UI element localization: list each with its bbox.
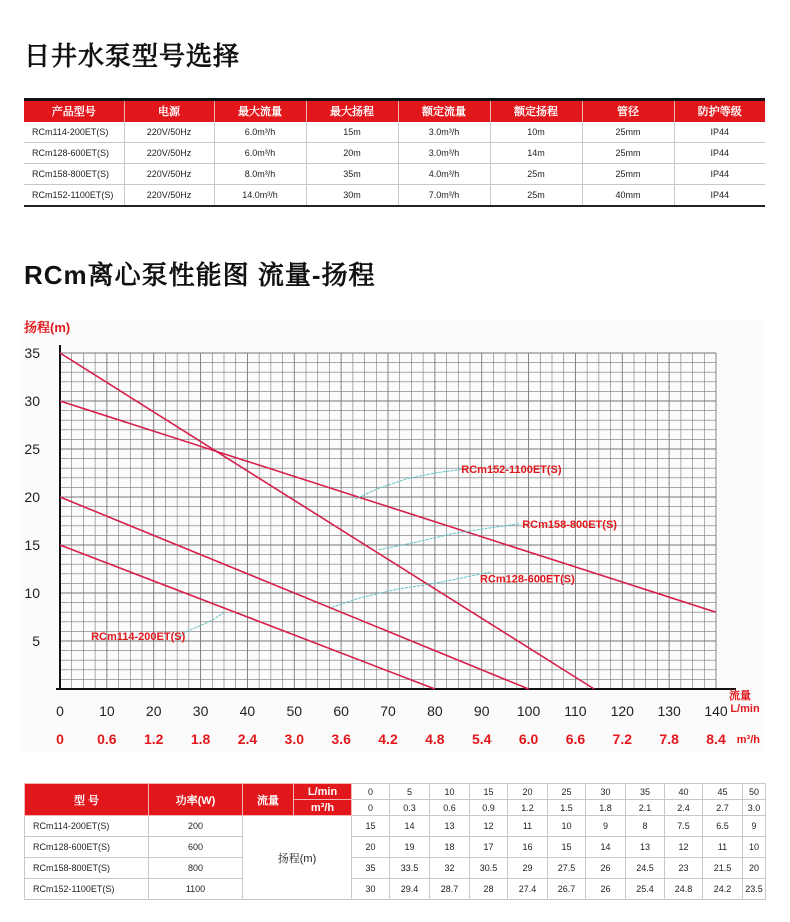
perf-m3h-cell: 0.6 (430, 800, 470, 816)
perf-lift-cell: 20 (352, 837, 390, 858)
perf-lift-cell: 26 (586, 879, 626, 900)
x2-tick-label: 8.4 (706, 731, 726, 747)
perf-lift-cell: 13 (626, 837, 665, 858)
spec-table-row (24, 164, 765, 185)
spec-value-cell: 220V/50Hz (124, 164, 214, 185)
x2-tick-label: 6.6 (565, 731, 586, 747)
spec-value-cell: 14.0m³/h (214, 185, 306, 206)
x-tick-label: 0 (56, 703, 64, 719)
perf-lift-cell: 9 (586, 816, 626, 837)
perf-lift-cell: 11 (703, 837, 743, 858)
spec-value-cell: 220V/50Hz (124, 122, 214, 143)
x2-tick-label: 6.0 (518, 731, 539, 747)
perf-header-row (25, 784, 766, 800)
perf-lift-label: 扬程(m) (243, 816, 352, 900)
spec-value-cell: 14m (490, 143, 582, 164)
perf-lift-cell: 30 (352, 879, 390, 900)
perf-header-model: 型 号 (25, 784, 149, 816)
perf-m3h-cell: 0.3 (390, 800, 430, 816)
perf-lift-cell: 13 (430, 816, 470, 837)
perf-m3h-cell: 1.2 (508, 800, 548, 816)
perf-lift-cell: 20 (743, 858, 766, 879)
perf-lift-cell: 29 (508, 858, 548, 879)
spec-value-cell: 25m (490, 164, 582, 185)
perf-lmin-cell: 5 (390, 784, 430, 800)
spec-header-cell: 额定流量 (398, 100, 490, 122)
perf-lift-cell: 6.5 (703, 816, 743, 837)
perf-lift-cell: 12 (470, 816, 508, 837)
y-tick-label: 25 (24, 441, 40, 457)
x2-tick-label: 1.2 (143, 731, 164, 747)
spec-model-cell: RCm114-200ET(S) (24, 122, 124, 143)
perf-lift-cell: 30.5 (470, 858, 508, 879)
spec-value-cell: 40mm (582, 185, 674, 206)
perf-lmin-cell: 15 (470, 784, 508, 800)
series-label: RCm158-800ET(S) (522, 518, 617, 531)
x-tick-label: 50 (286, 703, 303, 719)
x2-tick-label: 7.8 (659, 731, 679, 747)
perf-lift-cell: 28.7 (430, 879, 470, 900)
y-tick-label: 20 (24, 489, 40, 505)
perf-unit-m3h: m³/h (294, 800, 352, 816)
perf-power-cell: 800 (149, 858, 243, 879)
performance-table (24, 783, 766, 900)
perf-lift-cell: 33.5 (390, 858, 430, 879)
x-axis-unit-lmin: L/min (730, 703, 760, 715)
x2-tick-label: 3.6 (331, 731, 351, 747)
x2-tick-label: 0 (56, 731, 64, 747)
perf-lift-cell: 32 (430, 858, 470, 879)
spec-value-cell: 8.0m³/h (214, 164, 306, 185)
x-tick-label: 40 (239, 703, 256, 719)
perf-model-cell: RCm152-1100ET(S) (25, 879, 149, 900)
perf-table-row (25, 858, 766, 879)
spec-value-cell: 7.0m³/h (398, 185, 490, 206)
perf-model-cell: RCm158-800ET(S) (25, 858, 149, 879)
perf-lift-cell: 10 (548, 816, 586, 837)
x2-tick-label: 0.6 (97, 731, 117, 747)
perf-lmin-cell: 40 (665, 784, 703, 800)
perf-lift-cell: 19 (390, 837, 430, 858)
perf-lmin-cell: 30 (586, 784, 626, 800)
spec-table-row (24, 122, 765, 143)
spec-value-cell: 3.0m³/h (398, 143, 490, 164)
x-tick-label: 30 (192, 703, 209, 719)
perf-lift-cell: 14 (586, 837, 626, 858)
x-tick-label: 10 (99, 703, 115, 719)
x-tick-label: 120 (610, 703, 634, 719)
series-label: RCm152-1100ET(S) (461, 464, 562, 477)
spec-value-cell: 3.0m³/h (398, 122, 490, 143)
spec-table-row (24, 185, 765, 206)
y-axis-label: 扬程(m) (24, 320, 71, 335)
perf-lift-cell: 21.5 (703, 858, 743, 879)
spec-value-cell: 25mm (582, 143, 674, 164)
spec-value-cell: IP44 (674, 185, 765, 206)
perf-lmin-cell: 50 (743, 784, 766, 800)
perf-m3h-cell: 0.9 (470, 800, 508, 816)
perf-lift-cell: 28 (470, 879, 508, 900)
x-axis-unit-m3h: m³/h (736, 734, 760, 746)
perf-table-row (25, 837, 766, 858)
spec-value-cell: 25m (490, 185, 582, 206)
performance-chart (0, 310, 790, 770)
perf-m3h-cell: 2.4 (665, 800, 703, 816)
spec-value-cell: 20m (306, 143, 398, 164)
perf-lift-cell: 7.5 (665, 816, 703, 837)
perf-lmin-cell: 10 (430, 784, 470, 800)
perf-m3h-cell: 1.5 (548, 800, 586, 816)
perf-table-row (25, 879, 766, 900)
perf-power-cell: 1100 (149, 879, 243, 900)
perf-lmin-cell: 35 (626, 784, 665, 800)
spec-value-cell: 6.0m³/h (214, 122, 306, 143)
perf-table-row (25, 816, 766, 837)
page-title-chart: RCm离心泵性能图 流量-扬程 (24, 260, 376, 290)
spec-header-cell: 产品型号 (24, 100, 124, 122)
perf-lift-cell: 23.5 (743, 879, 766, 900)
x-tick-label: 60 (333, 703, 349, 719)
perf-m3h-cell: 1.8 (586, 800, 626, 816)
spec-value-cell: IP44 (674, 164, 765, 185)
x2-tick-label: 7.2 (612, 731, 633, 747)
perf-lift-cell: 27.4 (508, 879, 548, 900)
page-title-models: 日井水泵型号选择 (24, 41, 241, 71)
perf-model-cell: RCm128-600ET(S) (25, 837, 149, 858)
x2-tick-label: 3.0 (284, 731, 305, 747)
x-tick-label: 130 (657, 703, 681, 719)
perf-header-flow: 流量 (243, 784, 294, 816)
perf-m3h-cell: 2.1 (626, 800, 665, 816)
y-tick-label: 10 (24, 585, 40, 601)
perf-m3h-cell: 3.0 (743, 800, 766, 816)
spec-value-cell: 220V/50Hz (124, 185, 214, 206)
spec-value-cell: 220V/50Hz (124, 143, 214, 164)
perf-lift-cell: 35 (352, 858, 390, 879)
spec-model-cell: RCm158-800ET(S) (24, 164, 124, 185)
perf-lift-cell: 26 (586, 858, 626, 879)
spec-header-cell: 防护等级 (674, 100, 765, 122)
spec-value-cell: 30m (306, 185, 398, 206)
spec-value-cell: 4.0m³/h (398, 164, 490, 185)
spec-value-cell: 25mm (582, 122, 674, 143)
x2-tick-label: 4.2 (378, 731, 398, 747)
y-tick-label: 35 (24, 345, 40, 361)
perf-lift-cell: 12 (665, 837, 703, 858)
spec-model-cell: RCm152-1100ET(S) (24, 185, 124, 206)
perf-unit-lmin: L/min (294, 784, 352, 800)
spec-table-header (24, 100, 765, 122)
perf-lift-cell: 26.7 (548, 879, 586, 900)
x2-tick-label: 2.4 (237, 731, 258, 747)
perf-m3h-cell: 0 (352, 800, 390, 816)
perf-lift-cell: 15 (352, 816, 390, 837)
spec-header-cell: 额定扬程 (490, 100, 582, 122)
x2-tick-label: 1.8 (190, 731, 211, 747)
x-tick-label: 20 (145, 703, 162, 719)
perf-lmin-cell: 20 (508, 784, 548, 800)
x-tick-label: 80 (427, 703, 443, 719)
y-tick-label: 30 (24, 393, 40, 409)
spec-value-cell: IP44 (674, 143, 765, 164)
perf-lmin-cell: 25 (548, 784, 586, 800)
chart-background (20, 320, 765, 752)
perf-m3h-cell: 2.7 (703, 800, 743, 816)
perf-lift-cell: 9 (743, 816, 766, 837)
spec-header-cell: 管径 (582, 100, 674, 122)
spec-table-row (24, 143, 765, 164)
spec-value-cell: 6.0m³/h (214, 143, 306, 164)
x-tick-label: 70 (380, 703, 396, 719)
x-tick-label: 110 (564, 703, 587, 719)
perf-lmin-cell: 0 (352, 784, 390, 800)
perf-lift-cell: 10 (743, 837, 766, 858)
x-tick-label: 90 (473, 703, 490, 719)
x2-tick-label: 4.8 (425, 731, 445, 747)
x2-tick-label: 5.4 (471, 731, 492, 747)
perf-header-power: 功率(W) (149, 784, 243, 816)
perf-lift-cell: 24.8 (665, 879, 703, 900)
y-tick-label: 5 (32, 633, 40, 649)
spec-value-cell: 10m (490, 122, 582, 143)
series-label: RCm114-200ET(S) (91, 631, 186, 644)
perf-lift-cell: 17 (470, 837, 508, 858)
spec-header-cell: 电源 (124, 100, 214, 122)
spec-value-cell: IP44 (674, 122, 765, 143)
x-tick-label: 140 (704, 703, 728, 719)
perf-model-cell: RCm114-200ET(S) (25, 816, 149, 837)
perf-power-cell: 200 (149, 816, 243, 837)
series-label: RCm128-600ET(S) (480, 573, 575, 586)
perf-lift-cell: 25.4 (626, 879, 665, 900)
spec-value-cell: 35m (306, 164, 398, 185)
perf-lift-cell: 29.4 (390, 879, 430, 900)
perf-lift-cell: 27.5 (548, 858, 586, 879)
spec-value-cell: 25mm (582, 164, 674, 185)
perf-lift-cell: 24.2 (703, 879, 743, 900)
spec-header-cell: 最大流量 (214, 100, 306, 122)
perf-power-cell: 600 (149, 837, 243, 858)
spec-table (24, 98, 765, 207)
spec-header-cell: 最大扬程 (306, 100, 398, 122)
perf-lift-cell: 18 (430, 837, 470, 858)
perf-lift-cell: 14 (390, 816, 430, 837)
x-tick-label: 100 (516, 703, 541, 719)
perf-lmin-cell: 45 (703, 784, 743, 800)
spec-model-cell: RCm128-600ET(S) (24, 143, 124, 164)
perf-lift-cell: 16 (508, 837, 548, 858)
spec-value-cell: 15m (306, 122, 398, 143)
perf-lift-cell: 15 (548, 837, 586, 858)
perf-lift-cell: 23 (665, 858, 703, 879)
perf-lift-cell: 11 (508, 816, 548, 837)
perf-lift-cell: 8 (626, 816, 665, 837)
x-axis-label: 流量 (729, 690, 751, 702)
perf-lift-cell: 24.5 (626, 858, 665, 879)
y-tick-label: 15 (24, 537, 40, 553)
